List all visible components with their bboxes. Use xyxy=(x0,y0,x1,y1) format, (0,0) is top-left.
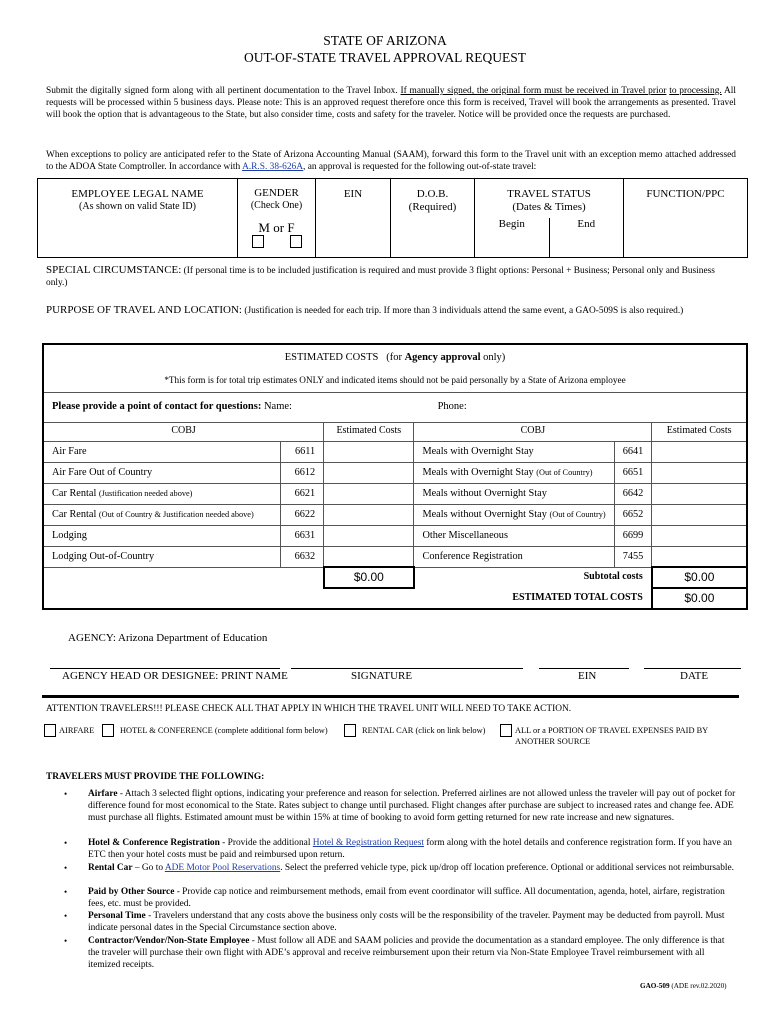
travel-end-field[interactable] xyxy=(550,218,624,257)
airfare-checkbox[interactable] xyxy=(44,724,56,737)
gender-options: M or F xyxy=(258,220,295,236)
estimated-cost-input[interactable] xyxy=(652,462,747,483)
col-cobj-right: COBJ xyxy=(414,422,652,441)
dob-label: D.O.B. xyxy=(416,188,449,200)
bullet: • xyxy=(64,936,68,946)
estimated-cost-input[interactable] xyxy=(652,483,747,504)
cost-item-label: Conference Registration xyxy=(414,546,614,567)
hotel-option-label: HOTEL & CONFERENCE (complete additional form below) xyxy=(120,726,328,735)
employee-name-cell[interactable] xyxy=(38,179,238,258)
total-value: $0.00 xyxy=(652,588,747,609)
cobj-code: 6611 xyxy=(280,441,323,462)
cost-item-label: Meals with Overnight Stay xyxy=(414,441,614,462)
other-source-checkbox[interactable] xyxy=(500,724,512,737)
hotel-registration-link[interactable]: Hotel & Registration Request xyxy=(312,838,424,848)
other-source-instructions: Paid by Other Source - Provide cap notice and reimbursement methods, email from event coordinator will suffice. All documentation, agenda, hotel, airfare, registration fees, etc. must be provided. xyxy=(88,887,725,909)
ars-link[interactable]: A.R.S. 38-626A xyxy=(242,161,304,172)
function-ppc-label: FUNCTION/PPC xyxy=(646,188,725,200)
cost-item-label: Other Miscellaneous xyxy=(414,525,614,546)
contact-name-label: Name: xyxy=(263,401,292,413)
cost-item-label: Meals without Overnight Stay (Out of Country) xyxy=(414,504,614,525)
estimated-cost-input[interactable] xyxy=(652,504,747,525)
estimated-cost-input[interactable] xyxy=(652,525,747,546)
title-line-1: STATE OF ARIZONA xyxy=(323,33,447,48)
title-line-2: OUT-OF-STATE TRAVEL APPROVAL REQUEST xyxy=(243,49,527,65)
col-est-right: Estimated Costs xyxy=(652,422,747,441)
cost-item-label: Air Fare xyxy=(43,441,280,462)
bullet: • xyxy=(64,789,68,799)
agency-ein-label: EIN xyxy=(578,670,597,682)
employee-info-table xyxy=(37,178,748,258)
cost-item-label: Meals with Overnight Stay (Out of Country) xyxy=(414,462,614,483)
signature-line[interactable] xyxy=(291,668,523,669)
cost-item-label: Car Rental (Justification needed above) xyxy=(43,483,280,504)
agency-head-label: AGENCY HEAD OR DESIGNEE: PRINT NAME xyxy=(62,670,288,682)
airfare-option-label: AIRFARE xyxy=(59,726,95,735)
provide-heading: TRAVELERS MUST PROVIDE THE FOLLOWING: xyxy=(46,772,265,782)
rental-car-instructions: Rental Car – Go to ADE Motor Pool Reservations. Select the preferred vehicle type, pick up/drop off location preference. Optional or additional services not reimbursable. xyxy=(88,863,735,873)
total-label: ESTIMATED TOTAL COSTS xyxy=(512,591,643,603)
costs-note: *This form is for total trip estimates ONLY and indicated items should not be paid personally by a State of Arizona employee xyxy=(43,370,747,392)
begin-label: Begin xyxy=(498,218,525,230)
dob-sub: (Required) xyxy=(408,200,457,213)
cost-item-label: Lodging Out-of-Country xyxy=(43,546,280,567)
cost-row xyxy=(43,462,747,483)
airfare-instructions: Airfare - Attach 3 selected flight options, indicating your preference and reason for selection. Preferred airlines are not allowed unless the traveler will pay out of pocket for difference found for most economical to the State. Rates subject to change until purchased. Flight changes after purchase are subject to increased rates and change fee. ADE must purchase all flights. Estimated amount must be within 15% at time of booking to avoid form getting returned for new rate increase and new signatures. xyxy=(88,789,736,823)
cobj-code: 6632 xyxy=(280,546,323,567)
other-source-option-label: ALL or a PORTION OF TRAVEL EXPENSES PAID BY ANOTHER SOURCE xyxy=(515,726,709,746)
special-circumstance-label: SPECIAL CIRCUMSTANCE: xyxy=(46,264,182,276)
form-title xyxy=(0,33,770,67)
date-label: DATE xyxy=(680,670,709,682)
cobj-code: 6612 xyxy=(280,462,323,483)
ein-label: EIN xyxy=(343,188,363,200)
hotel-instructions: Hotel & Conference Registration - Provide the additional Hotel & Registration Request form along with the hotel details and conference registration form. If you have an ETC then your hotel costs must be paid and reimbursed upon return. xyxy=(88,838,732,860)
ein-line[interactable] xyxy=(539,668,629,669)
cost-row xyxy=(43,525,747,546)
costs-header-row xyxy=(43,422,747,441)
costs-title: ESTIMATED COSTS (for Agency approval only) xyxy=(43,344,747,370)
contractor-instructions: Contractor/Vendor/Non-State Employee - Must follow all ADE and SAAM policies and provide the documentation as a standard employee. The only difference is that the traveler will purchase their own flight with ADE’s approval and receive reimbursement upon their return via Non-State Employee Travel reimbursement with all itemized receipts. xyxy=(88,936,725,970)
estimated-cost-input[interactable] xyxy=(324,483,414,504)
function-ppc-cell[interactable] xyxy=(624,179,748,258)
estimated-cost-input[interactable] xyxy=(652,441,747,462)
bullet: • xyxy=(64,838,68,848)
bullet: • xyxy=(64,887,68,897)
cost-row xyxy=(43,504,747,525)
ein-cell[interactable] xyxy=(316,179,391,258)
cobj-code: 6651 xyxy=(614,462,652,483)
cost-item-label: Air Fare Out of Country xyxy=(43,462,280,483)
estimated-cost-input[interactable] xyxy=(324,525,414,546)
cost-item-label: Lodging xyxy=(43,525,280,546)
cobj-code: 6641 xyxy=(614,441,652,462)
employee-name-sub: (As shown on valid State ID) xyxy=(79,200,196,212)
purpose-note: (Justification is needed for each trip. If more than 3 individuals attend the same event, a GAO-509S is also required.) xyxy=(242,306,684,316)
employee-name-label: EMPLOYEE LEGAL NAME xyxy=(71,188,204,200)
cobj-code: 6621 xyxy=(280,483,323,504)
gender-label: GENDER xyxy=(254,187,299,199)
travel-status-label: TRAVEL STATUS xyxy=(507,188,591,200)
travel-status-cell xyxy=(475,179,624,258)
cobj-code: 6622 xyxy=(280,504,323,525)
contact-row[interactable] xyxy=(43,392,747,422)
cost-row xyxy=(43,483,747,504)
intro-paragraph-1: Submit the digitally signed form along with all pertinent documentation to the Travel Inbox. If manually signed, the original form must be received in Travel prior to processing. All requests will be processed within 5 business days. Please note: This is an approved request therefore once this form is received, Travel will book the arrangements as presented. Travel will book the option that is advantageous to the State, but also consider time, costs and safety for the traveler. Notice will be provided once the requests are purchased. xyxy=(46,86,737,120)
cost-row xyxy=(43,546,747,567)
hotel-checkbox[interactable] xyxy=(102,724,114,737)
special-circumstance-note: (If personal time is to be included justification is required and must provide 3 flight options: Personal + Business; Personal only and Business only.) xyxy=(46,266,715,288)
left-subtotal-value: $0.00 xyxy=(324,567,414,588)
section-divider xyxy=(42,695,739,698)
cost-item-label: Car Rental (Out of Country & Justification needed above) xyxy=(43,504,280,525)
cobj-code: 6652 xyxy=(614,504,652,525)
estimated-cost-input[interactable] xyxy=(652,546,747,567)
travel-status-header xyxy=(475,179,623,218)
cost-row xyxy=(43,441,747,462)
end-label: End xyxy=(577,218,596,230)
cobj-code: 6642 xyxy=(614,483,652,504)
personal-time-instructions: Personal Time - Travelers understand that any costs above the business only costs will be the responsibility of the traveler. Payment may be deducted from payroll. Must indicate personal dates in the Special Circumstance section above. xyxy=(88,911,725,933)
rental-car-checkbox[interactable] xyxy=(344,724,356,737)
bullet: • xyxy=(64,863,68,873)
contact-label: Please provide a point of contact for questions: xyxy=(52,401,262,413)
gender-sub: (Check One) xyxy=(250,199,303,211)
estimated-cost-input[interactable] xyxy=(324,546,414,567)
motor-pool-link[interactable]: ADE Motor Pool Reservations xyxy=(164,863,281,873)
bullet: • xyxy=(64,911,68,921)
col-cobj-left: COBJ xyxy=(43,422,324,441)
cost-item-label: Meals without Overnight Stay xyxy=(414,483,614,504)
travel-status-sub: (Dates & Times) xyxy=(512,200,586,213)
subtotal-row xyxy=(43,567,747,588)
special-circumstance[interactable] xyxy=(46,264,736,290)
travel-begin-field[interactable] xyxy=(475,218,550,257)
gender-m-checkbox[interactable] xyxy=(252,235,264,248)
date-line[interactable] xyxy=(644,668,741,669)
cobj-code: 6699 xyxy=(614,525,652,546)
gender-f-checkbox[interactable] xyxy=(290,235,302,248)
agency-head-line[interactable] xyxy=(50,668,280,669)
cobj-code: 7455 xyxy=(614,546,652,567)
subtotal-label: Subtotal costs xyxy=(583,571,643,583)
signature-label: SIGNATURE xyxy=(351,670,413,682)
intro-paragraph-2: When exceptions to policy are anticipated refer to the State of Arizona Accounting Manual (SAAM), forward this form to the Travel unit with an exception memo attached addressed to the ADOA State Comptroller. In accordance with A.R.S. 38-626A, an approval is requested for the following out-of-state travel: xyxy=(46,150,736,172)
cobj-code: 6631 xyxy=(280,525,323,546)
contact-phone-label: Phone: xyxy=(437,401,467,413)
estimated-cost-input[interactable] xyxy=(324,441,414,462)
form-id: GAO-509 (ADE rev.02.2020) xyxy=(640,982,727,990)
gender-cell xyxy=(238,179,316,258)
estimated-costs-table xyxy=(42,343,748,610)
total-row xyxy=(43,588,747,609)
estimated-cost-input[interactable] xyxy=(324,462,414,483)
purpose-of-travel[interactable] xyxy=(46,304,746,318)
dob-cell[interactable] xyxy=(391,179,475,258)
subtotal-value: $0.00 xyxy=(652,567,747,588)
agency-label: AGENCY: Arizona Department of Education xyxy=(68,632,268,644)
estimated-cost-input[interactable] xyxy=(324,504,414,525)
rental-car-option-label: RENTAL CAR (click on link below) xyxy=(362,726,486,735)
attention-text: ATTENTION TRAVELERS!!! PLEASE CHECK ALL THAT APPLY IN WHICH THE TRAVEL UNIT WILL NEED TO TAKE ACTION. xyxy=(46,704,572,714)
purpose-label: PURPOSE OF TRAVEL AND LOCATION: xyxy=(46,304,242,316)
col-est-left: Estimated Costs xyxy=(324,422,414,441)
